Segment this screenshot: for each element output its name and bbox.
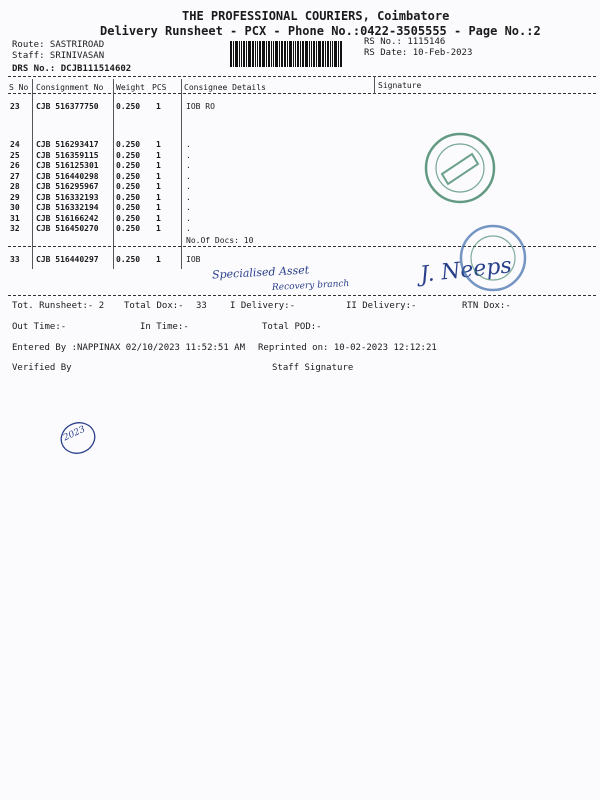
out-time: Out Time:- [12, 322, 67, 332]
row-consignment: CJB 516332193 [36, 192, 99, 202]
barcode-bar [273, 41, 274, 67]
row-pcs: 1 [156, 102, 161, 111]
col-header-consignment: Consignment No [36, 83, 104, 92]
barcode-bar [235, 41, 238, 67]
barcode-bar [293, 41, 294, 67]
entered-by: Entered By :NAPPINAX 02/10/2023 11:52:51 AM [12, 343, 245, 353]
barcode-bar [300, 41, 301, 67]
row-pcs: 1 [156, 224, 161, 233]
barcode-bar [275, 41, 278, 67]
handwritten-note: Recovery branch [271, 278, 350, 294]
barcode-bar [266, 41, 267, 67]
row-weight: 0.250 [116, 213, 141, 223]
divider [8, 93, 596, 94]
row-weight: 0.250 [116, 161, 141, 170]
row-consignment: CJB 516295967 [36, 182, 99, 191]
barcode-bar [259, 41, 261, 67]
row-sno: 30 [10, 203, 20, 212]
row-consignment: CJB 516293417 [36, 140, 99, 149]
row-details: . [186, 224, 191, 233]
row-weight: 0.250 [116, 224, 141, 233]
barcode-bar [309, 41, 310, 67]
row-details: . [186, 161, 191, 170]
row-pcs: 1 [156, 255, 161, 264]
barcode-bar [311, 41, 312, 67]
row-pcs: 1 [156, 161, 161, 170]
row-sno: 32 [10, 224, 20, 233]
col-header-sno: S No [9, 83, 29, 92]
row-details: . [186, 182, 191, 191]
column-line [113, 79, 114, 269]
col-header-weight: Weight [116, 83, 145, 92]
row-consignment: CJB 516125301 [36, 161, 99, 170]
total-dox-label: Total Dox:- [124, 301, 184, 311]
row-consignment: CJB 516440298 [36, 171, 99, 181]
barcode-bar [239, 41, 240, 67]
row-sno: 26 [10, 161, 20, 170]
barcode-bar [305, 41, 308, 67]
runsheet-subtitle: Delivery Runsheet - PCX - Phone No.:0422-3505555 - Page No.:2 [100, 24, 541, 38]
row-weight: 0.250 [116, 102, 141, 111]
barcode-bar [246, 41, 247, 67]
row-weight: 0.250 [116, 192, 141, 202]
reprinted-on: Reprinted on: 10-02-2023 12:12:21 [258, 343, 437, 353]
row-consignment: CJB 516377750 [36, 102, 99, 111]
row-details: IOB [186, 255, 201, 264]
barcode-bar [322, 41, 324, 67]
no-of-docs: No.Of Docs: 10 [186, 236, 254, 245]
barcode-bar [243, 41, 245, 67]
row-details: . [186, 203, 191, 212]
tot-runsheet: Tot. Runsheet:- 2 [12, 301, 105, 311]
barcode-bar [271, 41, 272, 67]
barcode-bar [248, 41, 251, 67]
row-pcs: 1 [156, 192, 161, 202]
barcode-bar [279, 41, 280, 67]
row-sno: 33 [10, 255, 20, 264]
in-time: In Time:- [140, 322, 189, 332]
i-delivery: I Delivery:- [230, 301, 296, 311]
barcode-bar [252, 41, 254, 67]
col-header-pcs: PCS [152, 83, 167, 92]
route-label: Route: SASTRIROAD [12, 40, 105, 50]
column-line [32, 79, 33, 269]
barcode [230, 41, 360, 67]
barcode-bar [316, 41, 317, 67]
barcode-bar [255, 41, 256, 67]
company-title: THE PROFESSIONAL COURIERS, Coimbatore [182, 9, 450, 23]
barcode-bar [332, 41, 333, 67]
row-sno: 28 [10, 182, 20, 191]
row-consignment: CJB 516450270 [36, 224, 99, 233]
row-weight: 0.250 [116, 171, 141, 181]
staff-signature: Staff Signature [272, 363, 354, 373]
row-consignment: CJB 516359115 [36, 150, 99, 160]
row-sno: 31 [10, 213, 20, 223]
row-details: IOB RO [186, 102, 215, 111]
barcode-bar [338, 41, 339, 67]
row-sno: 27 [10, 171, 20, 181]
row-pcs: 1 [156, 203, 161, 212]
barcode-bar [287, 41, 288, 67]
divider [8, 76, 596, 77]
barcode-bar [327, 41, 329, 67]
column-line [181, 79, 182, 269]
divider [8, 295, 596, 296]
margin-handwriting: 2023 [61, 424, 87, 444]
barcode-bar [340, 41, 342, 67]
barcode-bar [330, 41, 331, 67]
verified-by: Verified By [12, 363, 72, 373]
staff-label: Staff: SRINIVASAN [12, 51, 105, 61]
row-consignment: CJB 516166242 [36, 213, 99, 223]
row-sno: 29 [10, 192, 20, 202]
row-pcs: 1 [156, 182, 161, 191]
branch-stamp-icon [455, 220, 531, 296]
row-sno: 25 [10, 150, 20, 160]
row-pcs: 1 [156, 213, 161, 223]
barcode-bar [268, 41, 270, 67]
rs-number: RS No.: 1115146 [364, 37, 446, 47]
row-pcs: 1 [156, 150, 161, 160]
rtn-dox: RTN Dox:- [462, 301, 511, 311]
barcode-bar [241, 41, 242, 67]
barcode-bar [284, 41, 286, 67]
row-weight: 0.250 [116, 255, 141, 264]
row-details: . [186, 192, 191, 202]
row-sno: 23 [10, 102, 20, 111]
row-pcs: 1 [156, 171, 161, 181]
barcode-bar [318, 41, 321, 67]
row-sno: 24 [10, 140, 20, 149]
row-consignment: CJB 516440297 [36, 255, 99, 264]
row-weight: 0.250 [116, 140, 141, 149]
handwritten-signature: J. Neeps [418, 253, 513, 288]
column-line [374, 76, 375, 94]
barcode-bar [325, 41, 326, 67]
row-consignment: CJB 516332194 [36, 203, 99, 212]
row-weight: 0.250 [116, 150, 141, 160]
barcode-bar [289, 41, 292, 67]
col-header-signature: Signature [378, 81, 422, 90]
barcode-bar [233, 41, 234, 67]
barcode-bar [257, 41, 258, 67]
barcode-bar [302, 41, 304, 67]
row-weight: 0.250 [116, 182, 141, 191]
rs-date: RS Date: 10-Feb-2023 [364, 48, 473, 58]
ii-delivery: II Delivery:- [346, 301, 417, 311]
barcode-bar [281, 41, 283, 67]
row-weight: 0.250 [116, 203, 141, 212]
handwritten-note: Specialised Asset [211, 263, 310, 282]
row-details: . [186, 140, 191, 149]
total-pod: Total POD:- [262, 322, 322, 332]
total-dox-value: 33 [196, 301, 207, 311]
barcode-bar [262, 41, 265, 67]
drs-number: DRS No.: DCJB111514602 [12, 64, 132, 74]
col-header-consignee: Consignee Details [184, 83, 266, 92]
row-details: . [186, 213, 191, 223]
bank-stamp-icon [420, 128, 500, 208]
row-details: . [186, 171, 191, 181]
row-pcs: 1 [156, 140, 161, 149]
barcode-bar [230, 41, 232, 67]
barcode-bar [334, 41, 337, 67]
barcode-bar [297, 41, 299, 67]
row-details: . [186, 150, 191, 160]
barcode-bar [313, 41, 315, 67]
barcode-bar [295, 41, 296, 67]
